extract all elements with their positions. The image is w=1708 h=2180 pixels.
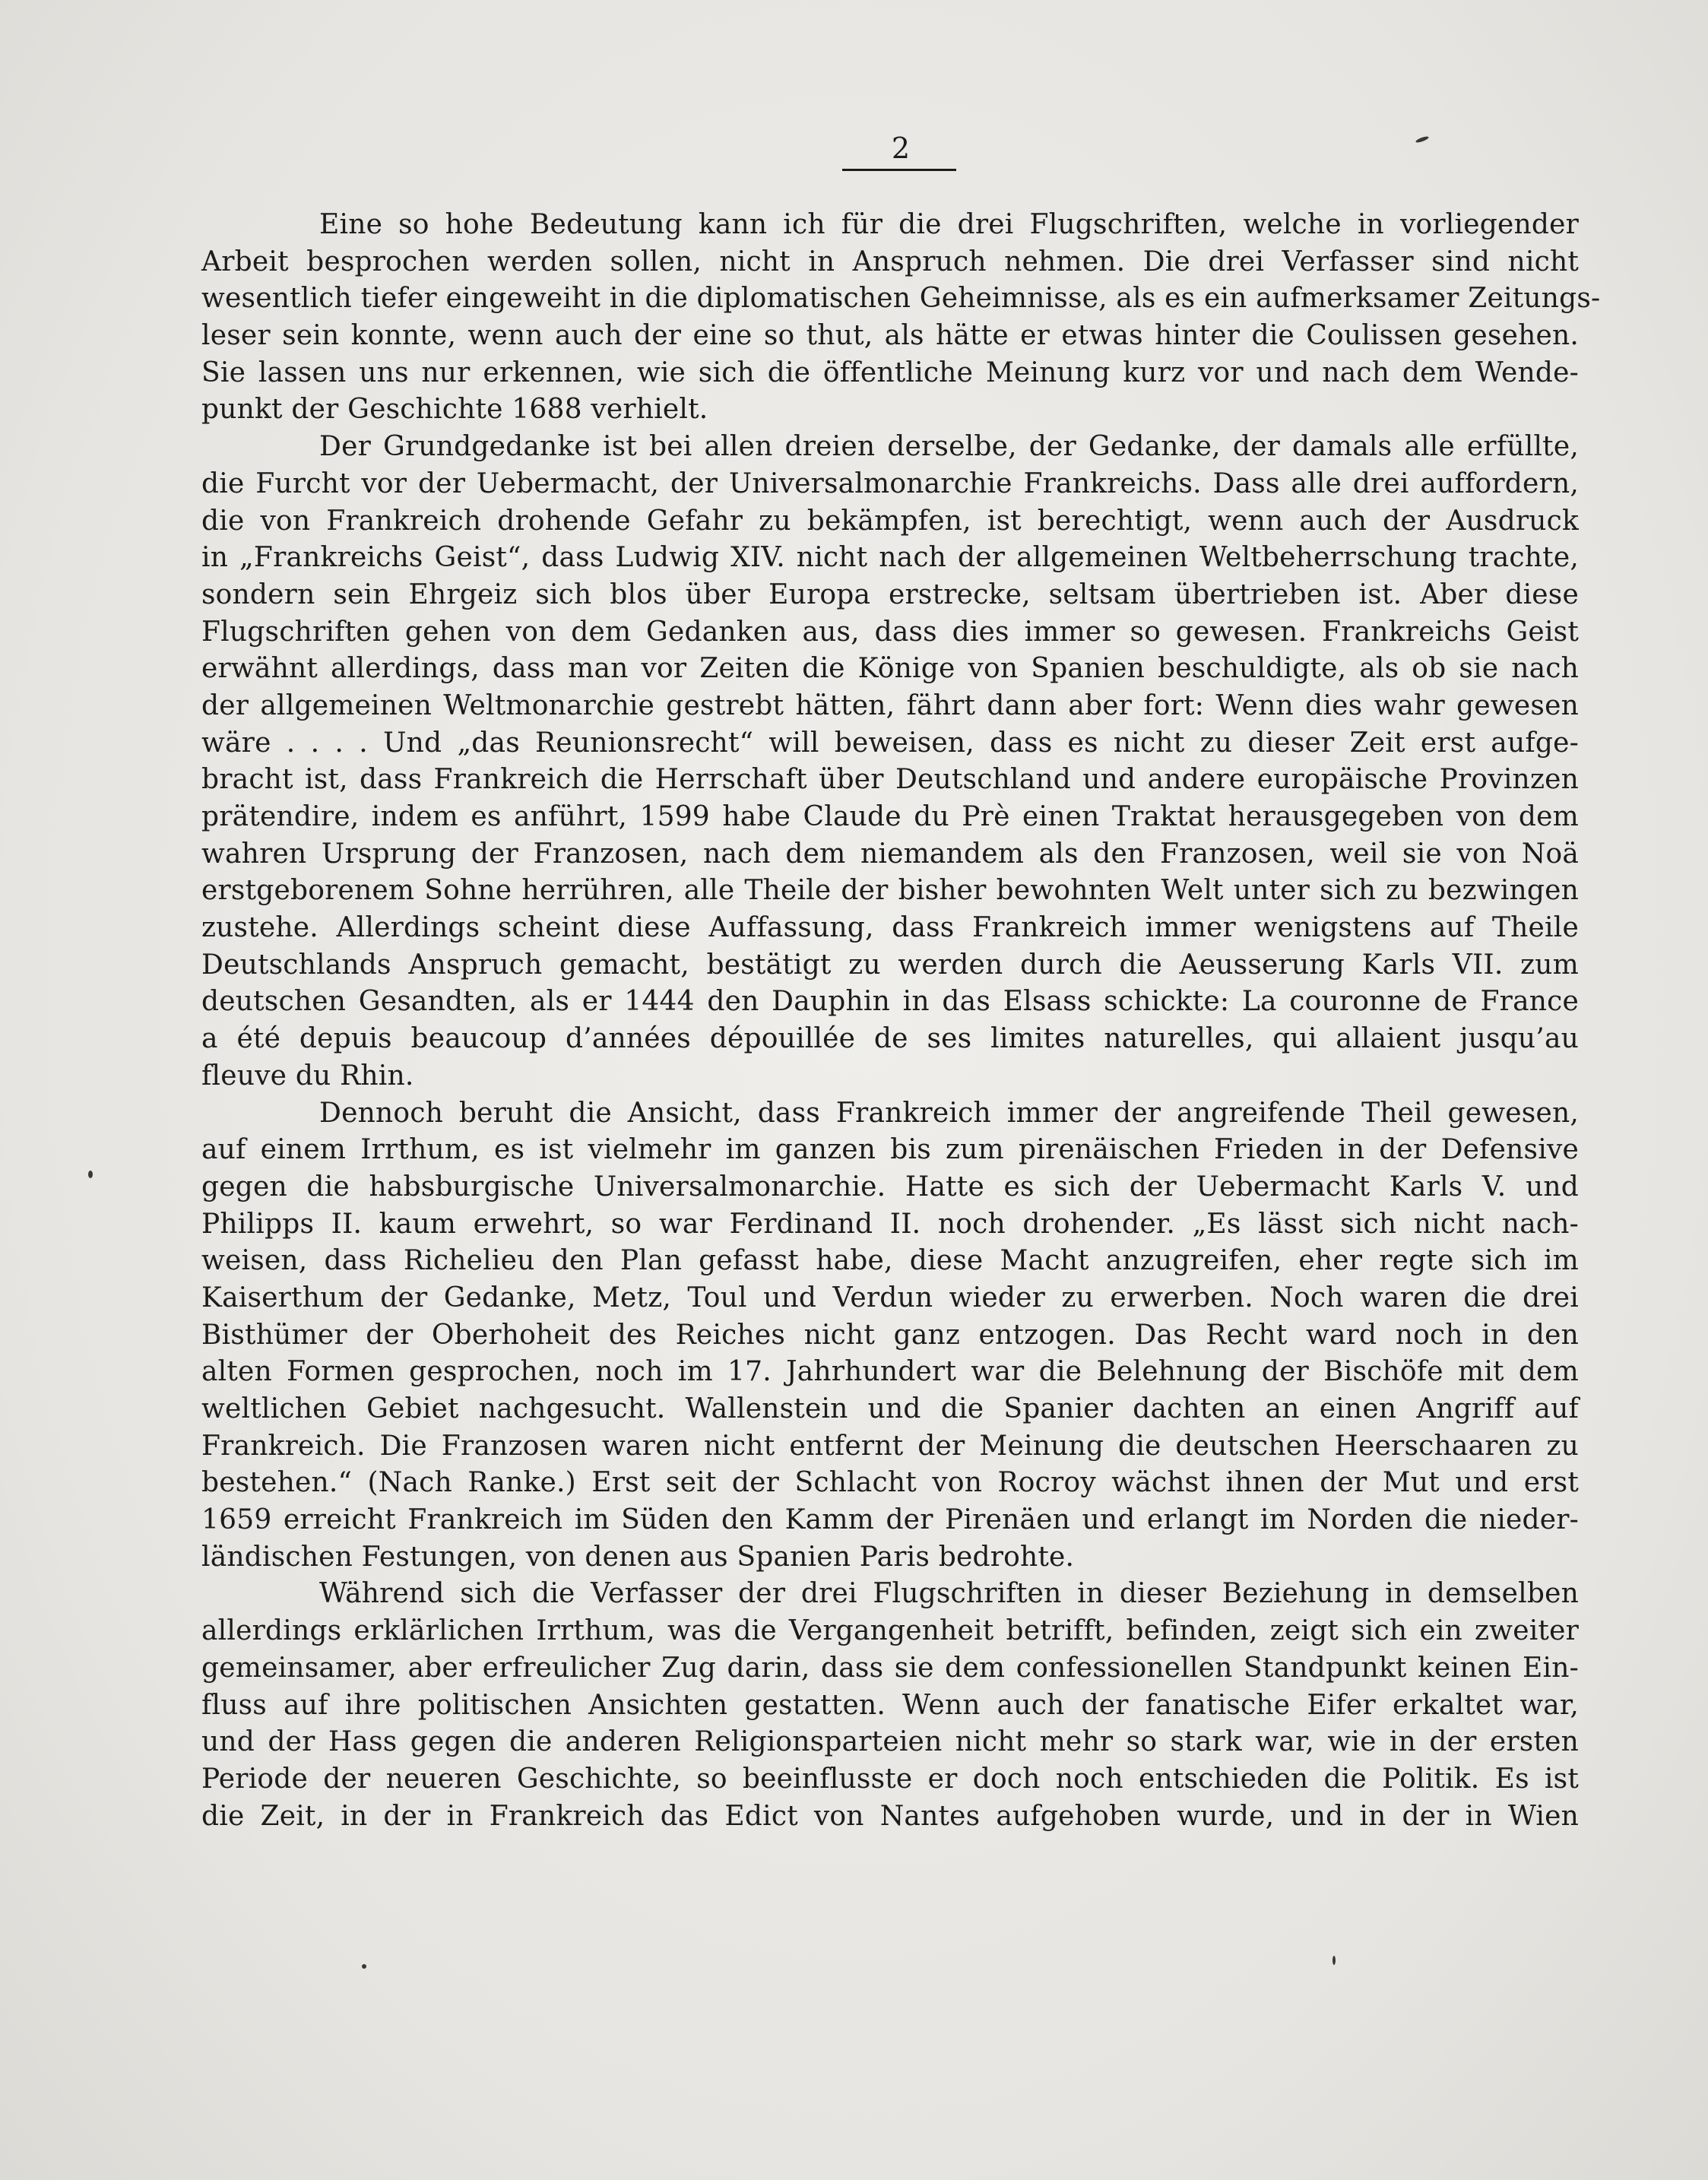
- text-line: bracht ist, dass Frankreich die Herrschaft über Deutschland und andere europäische Provinzen: [201, 764, 1579, 796]
- text-line: bestehen.“ (Nach Ranke.) Erst seit der Schlacht von Rocroy wächst ihnen der Mut und erst: [201, 1467, 1579, 1499]
- text-line: wesentlich tiefer eingeweiht in die diplomatischen Geheimnisse, als es ein aufmerksamer Zeitungs-: [201, 283, 1601, 315]
- page-number-rule: [842, 169, 956, 171]
- text-line: fleuve du Rhin.: [201, 1060, 414, 1092]
- text-line: die Furcht vor der Uebermacht, der Universalmonarchie Frankreichs. Dass alle drei auffordern,: [201, 467, 1579, 499]
- page-number: 2: [891, 131, 911, 165]
- text-line: und der Hass gegen die anderen Religionsparteien nicht mehr so stark war, wie in der ersten: [201, 1726, 1579, 1758]
- text-line: sondern sein Ehrgeiz sich blos über Europa erstrecke, seltsam übertrieben ist. Aber diese: [201, 578, 1579, 610]
- text-line: Kaiserthum der Gedanke, Metz, Toul und Verdun wieder zu erwerben. Noch waren die drei: [201, 1282, 1579, 1313]
- text-line: auf einem Irrthum, es ist vielmehr im ganzen bis zum pirenäischen Frieden in der Defensive: [201, 1134, 1579, 1166]
- text-line: weltlichen Gebiet nachgesucht. Wallenstein und die Spanier dachten an einen Angriff auf: [201, 1393, 1579, 1424]
- text-line: Der Grundgedanke ist bei allen dreien derselbe, der Gedanke, der damals alle erfüllte,: [319, 431, 1579, 463]
- text-line: Flugschriften gehen von dem Gedanken aus, dass dies immer so gewesen. Frankreichs Geist: [201, 616, 1579, 648]
- text-line: wäre . . . . Und „das Reunionsrecht“ will beweisen, dass es nicht zu dieser Zeit erst aufge-: [201, 727, 1579, 759]
- text-line: Deutschlands Anspruch gemacht, bestätigt zu werden durch die Aeusserung Karls VII. zum: [201, 949, 1579, 981]
- text-line: Sie lassen uns nur erkennen, wie sich die öffentliche Meinung kurz vor und nach dem Wende-: [201, 356, 1579, 388]
- text-line: in „Frankreichs Geist“, dass Ludwig XIV. nicht nach der allgemeinen Weltbeherrschung trachte,: [201, 542, 1579, 574]
- text-line: weisen, dass Richelieu den Plan gefasst habe, diese Macht anzugreifen, eher regte sich im: [201, 1245, 1579, 1277]
- scan-speck: [88, 1171, 93, 1178]
- text-line: erwähnt allerdings, dass man vor Zeiten die Könige von Spanien beschuldigte, als ob sie nach: [201, 653, 1579, 685]
- text-line: alten Formen gesprochen, noch im 17. Jahrhundert war die Belehnung der Bischöfe mit dem: [201, 1356, 1579, 1388]
- text-line: fluss auf ihre politischen Ansichten gestatten. Wenn auch der fanatische Eifer erkaltet war,: [201, 1689, 1579, 1721]
- text-line: 1659 erreicht Frankreich im Süden den Kamm der Pirenäen und erlangt im Norden die nieder-: [201, 1504, 1579, 1536]
- text-line: allerdings erklärlichen Irrthum, was die Vergangenheit betrifft, befinden, zeigt sich ein zweiter: [201, 1615, 1579, 1647]
- text-line: Eine so hohe Bedeutung kann ich für die drei Flugschriften, welche in vorliegender: [319, 209, 1579, 240]
- text-line: prätendire, indem es anführt, 1599 habe Claude du Prè einen Traktat herausgegeben von dem: [201, 801, 1579, 832]
- text-line: Frankreich. Die Franzosen waren nicht entfernt der Meinung die deutschen Heerschaaren zu: [201, 1430, 1579, 1462]
- text-line: gegen die habsburgische Universalmonarchie. Hatte es sich der Uebermacht Karls V. und: [201, 1171, 1579, 1202]
- text-line: a été depuis beaucoup d’années dépouillée de ses limites naturelles, qui allaient jusqu’au: [201, 1023, 1579, 1055]
- text-line: Philipps II. kaum erwehrt, so war Ferdinand II. noch drohender. „Es lässt sich nicht nach-: [201, 1208, 1579, 1240]
- text-line: Während sich die Verfasser der drei Flugschriften in dieser Beziehung in demselben: [319, 1578, 1579, 1610]
- text-line: Arbeit besprochen werden sollen, nicht in Anspruch nehmen. Die drei Verfasser sind nicht: [201, 246, 1579, 277]
- text-line: der allgemeinen Weltmonarchie gestrebt hätten, fährt dann aber fort: Wenn dies wahr gewesen: [201, 689, 1579, 721]
- text-line: erstgeborenem Sohne herrühren, alle Theile der bisher bewohnten Welt unter sich zu bezwingen: [201, 875, 1579, 907]
- scan-speck: [1332, 1956, 1336, 1965]
- scan-speck: [362, 1964, 366, 1969]
- text-line: wahren Ursprung der Franzosen, nach dem niemandem als den Franzosen, weil sie von Noä: [201, 838, 1579, 870]
- text-line: Bisthümer der Oberhoheit des Reiches nicht ganz entzogen. Das Recht ward noch in den: [201, 1319, 1579, 1351]
- text-line: Dennoch beruht die Ansicht, dass Frankreich immer der angreifende Theil gewesen,: [319, 1097, 1579, 1129]
- text-line: zustehe. Allerdings scheint diese Auffassung, dass Frankreich immer wenigstens auf Theile: [201, 912, 1579, 944]
- text-line: die Zeit, in der in Frankreich das Edict von Nantes aufgehoben wurde, und in der in Wien: [201, 1800, 1579, 1832]
- text-line: ländischen Festungen, von denen aus Spanien Paris bedrohte.: [201, 1541, 1075, 1573]
- scan-speck: [1415, 135, 1430, 144]
- text-line: Periode der neueren Geschichte, so beeinflusste er doch noch entschieden die Politik. Es ist: [201, 1763, 1579, 1795]
- text-line: deutschen Gesandten, als er 1444 den Dauphin in das Elsass schickte: La couronne de France: [201, 986, 1579, 1018]
- text-line: leser sein konnte, wenn auch der eine so thut, als hätte er etwas hinter die Coulissen gesehen.: [201, 320, 1579, 352]
- text-line: punkt der Geschichte 1688 verhielt.: [201, 394, 708, 426]
- text-line: gemeinsamer, aber erfreulicher Zug darin, dass sie dem confessionellen Standpunkt keinen Ein-: [201, 1652, 1579, 1684]
- text-line: die von Frankreich drohende Gefahr zu bekämpfen, ist berechtigt, wenn auch der Ausdruck: [201, 505, 1579, 537]
- body-text: [201, 207, 1601, 1835]
